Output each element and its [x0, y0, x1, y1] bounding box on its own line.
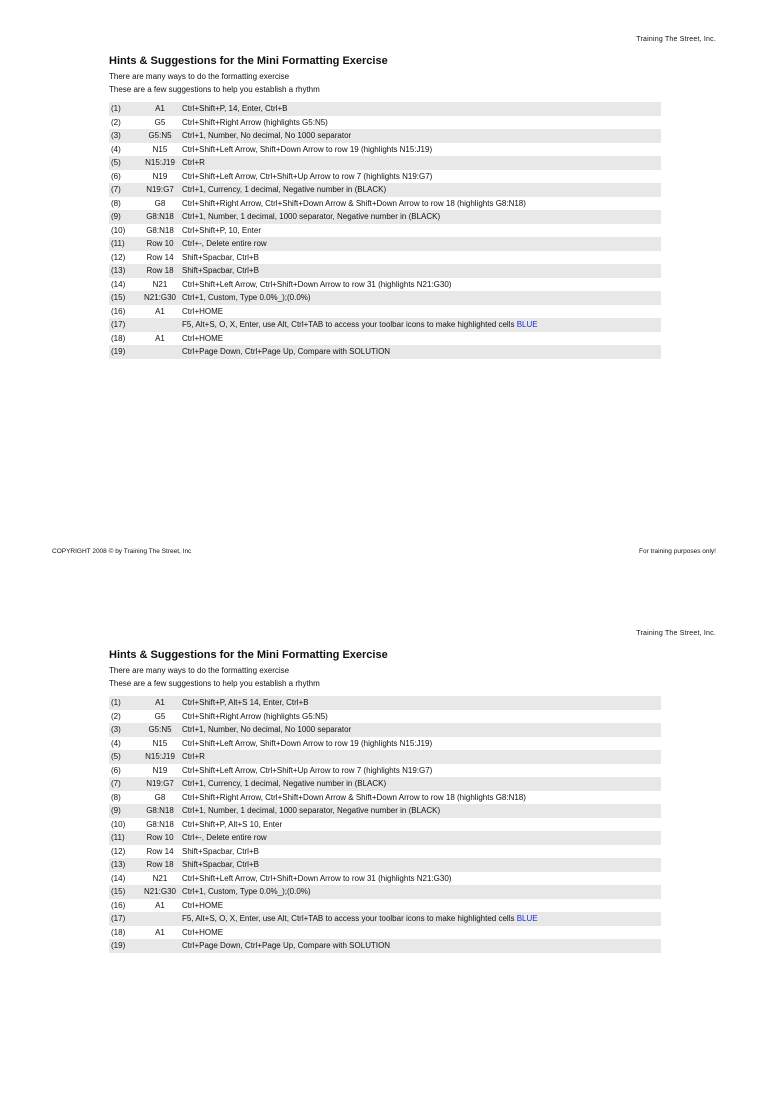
keystroke-instruction: [181, 737, 661, 751]
cell-reference: A1: [155, 104, 165, 113]
cell-reference: G5:N5: [148, 131, 172, 140]
table-row: [109, 332, 661, 346]
intro-line: There are many ways to do the formatting exercise: [109, 72, 290, 81]
step-number: (7): [111, 779, 121, 788]
instruction-text: Ctrl+1, Number, 1 decimal, 1000 separator, Negative number in (BLACK): [182, 806, 441, 815]
cell-reference: N21: [152, 279, 168, 289]
cell-reference: N21:G30: [143, 887, 177, 896]
instruction-text: Ctrl+-, Delete entire row: [182, 239, 267, 248]
step-number: (15): [111, 293, 126, 302]
cell-reference: N15: [152, 144, 168, 154]
table-row: [109, 939, 661, 953]
hints-block: [109, 55, 661, 359]
instruction-text: Ctrl+R: [182, 158, 205, 167]
keystroke-instruction: [181, 926, 661, 940]
table-row: [109, 197, 661, 211]
table-row: [109, 845, 661, 859]
table-row: [109, 926, 661, 940]
document-page-2: [0, 594, 768, 1106]
keystroke-instruction: [181, 845, 661, 859]
cell-reference: N19:G7: [146, 779, 174, 788]
keystroke-instruction: [181, 710, 661, 724]
cell-reference: N15: [152, 738, 168, 748]
instruction-text: Ctrl+1, Currency, 1 decimal, Negative number in (BLACK): [182, 185, 387, 194]
step-number: (3): [111, 725, 121, 734]
cell-reference: G8:N18: [146, 212, 174, 221]
hints-block: [109, 649, 661, 953]
step-number: (19): [111, 347, 126, 356]
instruction-text: Ctrl+Shift+P, 14, Enter, Ctrl+B: [182, 104, 288, 113]
step-number: (5): [111, 752, 121, 761]
instruction-text: Ctrl+Shift+Left Arrow, Ctrl+Shift+Down Arrow to row 31 (highlights N21:G30): [182, 873, 452, 883]
step-number: (17): [111, 914, 126, 923]
keystroke-instruction: [181, 116, 661, 130]
table-row: [109, 318, 661, 332]
step-number: (18): [111, 927, 126, 937]
intro-line: There are many ways to do the formatting exercise: [109, 666, 290, 675]
table-row: [109, 345, 661, 359]
highlight-color-word: BLUE: [516, 320, 538, 329]
instruction-text: Ctrl+1, Number, 1 decimal, 1000 separator, Negative number in (BLACK): [182, 212, 441, 221]
keystroke-instruction: [181, 912, 661, 926]
keystroke-instruction: [181, 156, 661, 170]
instruction-text: Ctrl+Shift+Right Arrow (highlights G5:N5): [182, 117, 328, 127]
instruction-text: Ctrl+HOME: [182, 306, 224, 316]
table-row: [109, 804, 661, 818]
keystroke-instruction: [181, 858, 661, 872]
step-number: (13): [111, 860, 126, 869]
step-number: (16): [111, 306, 126, 316]
step-number: (5): [111, 158, 121, 167]
cell-reference: N21: [152, 873, 168, 883]
keystroke-instruction: [181, 183, 661, 197]
keystroke-instruction: [181, 143, 661, 157]
page-header: Training The Street, Inc.: [636, 36, 716, 43]
keystroke-instruction: [181, 170, 661, 184]
step-number: (14): [111, 873, 126, 883]
step-number: (4): [111, 738, 121, 748]
intro-line: These are a few suggestions to help you establish a rhythm: [109, 84, 320, 94]
cell-reference: Row 14: [146, 846, 174, 856]
table-row: [109, 858, 661, 872]
step-number: (13): [111, 266, 126, 275]
instruction-text: Ctrl+Page Down, Ctrl+Page Up, Compare with SOLUTION: [182, 347, 391, 356]
table-row: [109, 831, 661, 845]
step-number: (10): [111, 225, 126, 235]
instruction-text: Shift+Spacbar, Ctrl+B: [182, 846, 259, 856]
step-number: (6): [111, 171, 121, 181]
cell-reference: A1: [155, 927, 165, 937]
table-row: [109, 129, 661, 143]
keystroke-instruction: [181, 885, 661, 899]
cell-reference: G5: [154, 117, 166, 127]
step-number: (2): [111, 117, 121, 127]
keystroke-instruction: [181, 264, 661, 278]
keystroke-instruction: [181, 197, 661, 211]
page-header: Training The Street, Inc.: [636, 630, 716, 637]
keystroke-instruction: [181, 345, 661, 359]
instruction-text: Ctrl+Shift+Right Arrow, Ctrl+Shift+Down Arrow & Shift+Down Arrow to row 18 (highlights G8:N18): [182, 792, 526, 802]
step-number: (18): [111, 333, 126, 343]
step-number: (1): [111, 104, 121, 113]
cell-reference: N15:J19: [145, 158, 175, 167]
table-row: [109, 764, 661, 778]
table-row: [109, 183, 661, 197]
cell-reference: N19: [152, 765, 168, 775]
table-row: [109, 750, 661, 764]
table-row: [109, 872, 661, 886]
table-row: [109, 291, 661, 305]
table-row: [109, 278, 661, 292]
cell-reference: Row 10: [146, 239, 174, 248]
cell-reference: A1: [155, 306, 165, 316]
highlight-color-word: BLUE: [516, 914, 538, 923]
steps-table: [109, 696, 661, 953]
instruction-text: Ctrl+Shift+Right Arrow (highlights G5:N5): [182, 711, 328, 721]
instruction-text: Ctrl+Shift+Right Arrow, Ctrl+Shift+Down Arrow & Shift+Down Arrow to row 18 (highlights G8:N18): [182, 198, 526, 208]
page-title: Hints & Suggestions for the Mini Formatting Exercise: [109, 55, 388, 67]
instruction-text: Ctrl+1, Number, No decimal, No 1000 separator: [182, 131, 352, 140]
table-row: [109, 210, 661, 224]
instruction-text: Ctrl+1, Number, No decimal, No 1000 separator: [182, 725, 352, 734]
instruction-text: Ctrl+1, Custom, Type 0.0%_);(0.0%): [182, 887, 311, 896]
instruction-text: Ctrl+Shift+Left Arrow, Ctrl+Shift+Up Arrow to row 7 (highlights N19:G7): [182, 171, 433, 181]
cell-reference: N15:J19: [145, 752, 175, 761]
cell-reference: G8:N18: [146, 819, 174, 829]
cell-reference: G8:N18: [146, 225, 174, 235]
cell-reference: N21:G30: [143, 293, 177, 302]
keystroke-instruction: [181, 237, 661, 251]
instruction-text: Ctrl+Shift+P, 10, Enter: [182, 225, 262, 235]
table-row: [109, 737, 661, 751]
instruction-text: Shift+Spacbar, Ctrl+B: [182, 266, 259, 275]
step-number: (16): [111, 900, 126, 910]
keystroke-instruction: [181, 831, 661, 845]
step-number: (11): [111, 833, 125, 842]
keystroke-instruction: [181, 278, 661, 292]
table-row: [109, 156, 661, 170]
instruction-text: Ctrl+HOME: [182, 900, 224, 910]
keystroke-instruction: [181, 899, 661, 913]
table-row: [109, 237, 661, 251]
instruction-text: Shift+Spacbar, Ctrl+B: [182, 252, 259, 262]
instruction-text: Shift+Spacbar, Ctrl+B: [182, 860, 259, 869]
step-number: (8): [111, 198, 121, 208]
cell-reference: G5:N5: [148, 725, 172, 734]
step-number: (3): [111, 131, 121, 140]
cell-reference: Row 14: [146, 252, 174, 262]
keystroke-instruction: [181, 696, 661, 710]
keystroke-instruction: [181, 291, 661, 305]
step-number: (8): [111, 792, 121, 802]
cell-reference: N19: [152, 171, 168, 181]
step-number: (12): [111, 252, 126, 262]
table-row: [109, 264, 661, 278]
instruction-text: F5, Alt+S, O, X, Enter, use Alt, Ctrl+TAB to access your toolbar icons to make highlighted cells: [182, 320, 517, 329]
page-title: Hints & Suggestions for the Mini Formatting Exercise: [109, 649, 388, 661]
instruction-text: Ctrl+Shift+P, Alt+S 10, Enter: [182, 819, 283, 829]
step-number: (14): [111, 279, 126, 289]
step-number: (6): [111, 765, 121, 775]
instruction-text: Ctrl+HOME: [182, 333, 224, 343]
cell-reference: N19:G7: [146, 185, 174, 194]
instruction-text: Ctrl+1, Currency, 1 decimal, Negative number in (BLACK): [182, 779, 387, 788]
keystroke-instruction: [181, 305, 661, 319]
instruction-text: Ctrl+-, Delete entire row: [182, 833, 267, 842]
cell-reference: A1: [155, 333, 165, 343]
keystroke-instruction: [181, 791, 661, 805]
step-number: (4): [111, 144, 121, 154]
instruction-text: Ctrl+Page Down, Ctrl+Page Up, Compare with SOLUTION: [182, 941, 391, 950]
instruction-text: Ctrl+Shift+Left Arrow, Shift+Down Arrow to row 19 (highlights N15:J19): [182, 144, 433, 154]
step-number: (19): [111, 941, 126, 950]
keystroke-instruction: [181, 210, 661, 224]
cell-reference: Row 18: [146, 860, 174, 869]
table-row: [109, 710, 661, 724]
cell-reference: Row 10: [146, 833, 174, 842]
keystroke-instruction: [181, 129, 661, 143]
instruction-text: Ctrl+R: [182, 752, 205, 761]
keystroke-instruction: [181, 764, 661, 778]
table-row: [109, 723, 661, 737]
cell-reference: G8:N18: [146, 806, 174, 815]
table-row: [109, 102, 661, 116]
step-number: (15): [111, 887, 126, 896]
step-number: (12): [111, 846, 126, 856]
keystroke-instruction: [181, 777, 661, 791]
table-row: [109, 305, 661, 319]
keystroke-instruction: [181, 804, 661, 818]
step-number: (9): [111, 806, 121, 815]
cell-reference: G8: [154, 198, 166, 208]
table-row: [109, 170, 661, 184]
step-number: (10): [111, 819, 126, 829]
keystroke-instruction: [181, 750, 661, 764]
steps-table: [109, 102, 661, 359]
cell-reference: G5: [154, 711, 166, 721]
instruction-text: Ctrl+1, Custom, Type 0.0%_);(0.0%): [182, 293, 311, 302]
step-number: (11): [111, 239, 125, 248]
instruction-text: F5, Alt+S, O, X, Enter, use Alt, Ctrl+TAB to access your toolbar icons to make highlighted cells: [182, 914, 517, 923]
keystroke-instruction: [181, 939, 661, 953]
keystroke-instruction: [181, 318, 661, 332]
instruction-text: Ctrl+HOME: [182, 927, 224, 937]
keystroke-instruction: [181, 723, 661, 737]
cell-reference: A1: [155, 698, 165, 707]
instruction-text: Ctrl+Shift+Left Arrow, Ctrl+Shift+Down Arrow to row 31 (highlights N21:G30): [182, 279, 452, 289]
table-row: [109, 143, 661, 157]
cell-reference: A1: [155, 900, 165, 910]
step-number: (17): [111, 320, 126, 329]
table-row: [109, 777, 661, 791]
table-row: [109, 791, 661, 805]
instruction-text: Ctrl+Shift+Left Arrow, Ctrl+Shift+Up Arrow to row 7 (highlights N19:G7): [182, 765, 433, 775]
keystroke-instruction: [181, 251, 661, 265]
page-footer: [52, 548, 716, 558]
table-row: [109, 116, 661, 130]
training-notice: For training purposes only!: [639, 548, 716, 555]
keystroke-instruction: [181, 332, 661, 346]
keystroke-instruction: [181, 224, 661, 238]
step-number: (1): [111, 698, 121, 707]
keystroke-instruction: [181, 818, 661, 832]
step-number: (2): [111, 711, 121, 721]
step-number: (9): [111, 212, 121, 221]
table-row: [109, 224, 661, 238]
instruction-text: Ctrl+Shift+Left Arrow, Shift+Down Arrow to row 19 (highlights N15:J19): [182, 738, 433, 748]
intro-line: These are a few suggestions to help you establish a rhythm: [109, 678, 320, 688]
keystroke-instruction: [181, 102, 661, 116]
table-row: [109, 885, 661, 899]
table-row: [109, 818, 661, 832]
copyright-text: COPYRIGHT 2008 © by Training The Street, Inc: [52, 548, 192, 555]
table-row: [109, 696, 661, 710]
table-row: [109, 912, 661, 926]
keystroke-instruction: [181, 872, 661, 886]
table-row: [109, 251, 661, 265]
instruction-text: Ctrl+Shift+P, Alt+S 14, Enter, Ctrl+B: [182, 698, 309, 707]
cell-reference: Row 18: [146, 266, 174, 275]
step-number: (7): [111, 185, 121, 194]
table-row: [109, 899, 661, 913]
cell-reference: G8: [154, 792, 166, 802]
